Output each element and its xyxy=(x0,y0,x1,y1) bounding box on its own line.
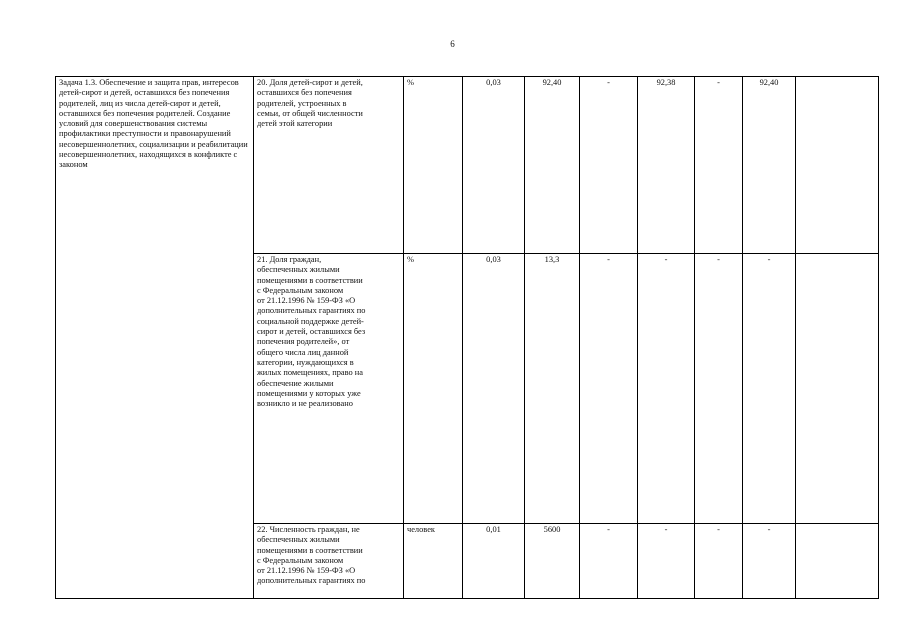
unit-cell: % xyxy=(404,77,463,254)
value-cell: - xyxy=(743,254,796,524)
weight-cell: 0,03 xyxy=(463,254,525,524)
value-cell xyxy=(796,524,879,599)
value-cell: - xyxy=(743,524,796,599)
value-cell: 92,40 xyxy=(525,77,580,254)
unit-cell: % xyxy=(404,254,463,524)
value-cell: - xyxy=(580,254,638,524)
value-cell: 13,3 xyxy=(525,254,580,524)
value-cell: 92,38 xyxy=(638,77,695,254)
page-number: 6 xyxy=(450,39,455,49)
weight-cell: 0,01 xyxy=(463,524,525,599)
indicator-cell: 22. Численность граждан, не обеспеченных жилыми помещениями в соответствии с Федеральным законом от 21.12.1996 № 159-ФЗ «О дополнительных гарантиях по xyxy=(254,524,404,599)
indicators-table xyxy=(55,76,879,599)
value-cell: - xyxy=(695,77,743,254)
task-cell: Задача 1.3. Обеспечение и защита прав, интересов детей-сирот и детей, оставшихся без попечения родителей, лиц из числа детей-сирот и детей, оставшихся без попечения родителей. Создание условий для совершенствования системы профилактики преступности и правонарушений несовершеннолетних, социализации и реабилитации несовершеннолетних, находящихся в конфликте с законом xyxy=(56,77,254,599)
value-cell: - xyxy=(695,524,743,599)
indicator-cell: 20. Доля детей-сирот и детей, оставшихся без попечения родителей, устроенных в семьи, от общей численности детей этой категории xyxy=(254,77,404,254)
weight-cell: 0,03 xyxy=(463,77,525,254)
value-cell: - xyxy=(638,254,695,524)
indicator-cell: 21. Доля граждан, обеспеченных жилыми помещениями в соответствии с Федеральным законом от 21.12.1996 № 159-ФЗ «О дополнительных гарантиях по социальной поддержке детей- сирот и детей, оставшихся без попечения родителей», от общего числа лиц данной категории, нуждающихся в жилых помещениях, право на обеспечение жилыми помещениями у которых уже возникло и не реализовано xyxy=(254,254,404,524)
value-cell: 5600 xyxy=(525,524,580,599)
unit-cell: человек xyxy=(404,524,463,599)
value-cell: - xyxy=(695,254,743,524)
value-cell xyxy=(796,254,879,524)
value-cell: - xyxy=(638,524,695,599)
value-cell: - xyxy=(580,77,638,254)
value-cell xyxy=(796,77,879,254)
value-cell: 92,40 xyxy=(743,77,796,254)
value-cell: - xyxy=(580,524,638,599)
table-row xyxy=(56,77,879,254)
